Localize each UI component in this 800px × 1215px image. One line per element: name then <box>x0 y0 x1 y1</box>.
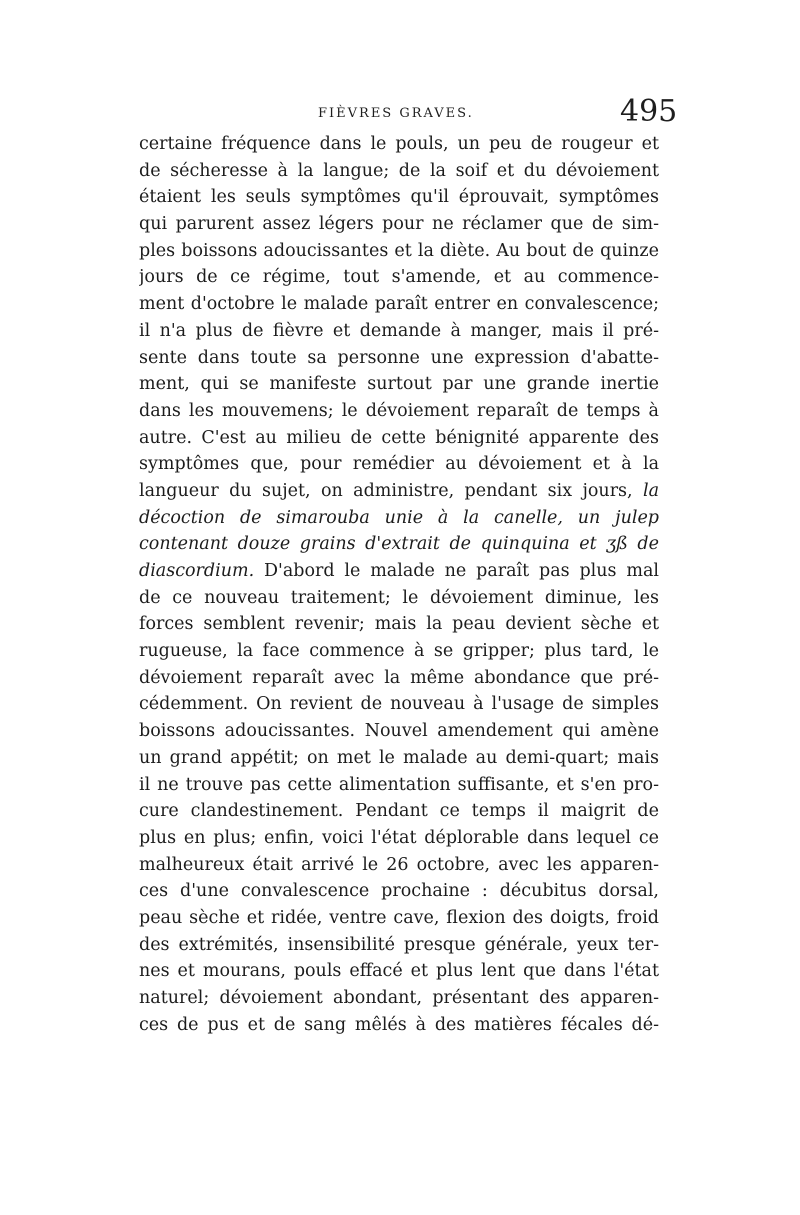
text-line <box>139 852 659 879</box>
text-line <box>139 638 659 665</box>
text-line <box>139 1012 659 1039</box>
text-segment: certaine fréquence dans le pouls, un peu de rougeur et <box>139 134 659 154</box>
text-segment: langueur du sujet, on administre, pendant six jours, <box>139 480 643 501</box>
italic-text-segment: décoction de simarouba unie à la canelle, un julep <box>139 507 659 528</box>
text-segment: de sécheresse à la langue; de la soif et du dévoiement <box>139 160 659 181</box>
running-head <box>0 94 800 132</box>
text-line <box>139 291 659 318</box>
text-segment: peau sèche et ridée, ventre cave, flexion des doigts, froid <box>139 907 659 928</box>
text-line <box>139 585 659 612</box>
text-segment: dévoiement reparaît avec la même abondance que pré- <box>139 667 659 688</box>
text-line <box>139 451 659 478</box>
text-segment: rugueuse, la face commence à se gripper; plus tard, le <box>139 641 659 662</box>
text-segment: ment, qui se manifeste surtout par une grande inertie <box>139 374 659 395</box>
text-segment: il n'a plus de fièvre et demande à manger, mais il pré- <box>139 320 659 341</box>
text-line <box>139 718 659 745</box>
text-segment: cure clandestinement. Pendant ce temps il maigrit de <box>139 801 659 822</box>
text-segment: plus en plus; enfin, voici l'état déplorable dans lequel ce <box>139 827 659 848</box>
text-line <box>139 745 659 772</box>
text-line <box>139 505 659 532</box>
text-line <box>139 211 659 238</box>
text-segment: naturel; dévoiement abondant, présentant des apparen- <box>139 988 659 1008</box>
text-line <box>139 798 659 825</box>
text-segment: ples boissons adoucissantes et la diète. Au bout de quinze <box>139 240 659 261</box>
text-segment: jours de ce régime, tout s'amende, et au commence- <box>139 267 659 288</box>
italic-text-segment: la <box>642 480 659 501</box>
running-title: FIÈVRES GRAVES. <box>318 106 474 121</box>
text-segment: forces semblent revenir; mais la peau devient sèche et <box>139 614 659 635</box>
text-line <box>139 691 659 718</box>
text-line <box>139 158 659 185</box>
body-text <box>139 131 659 1038</box>
text-line <box>139 318 659 345</box>
text-line <box>139 345 659 372</box>
text-segment: sente dans toute sa personne une expression d'abatte- <box>139 347 659 368</box>
text-segment: symptômes que, pour remédier au dévoiement et à la <box>139 454 659 475</box>
text-segment: ces d'une convalescence prochaine : décubitus dorsal, <box>139 881 659 902</box>
text-line <box>139 611 659 638</box>
text-segment: il ne trouve pas cette alimentation suffisante, et s'en pro- <box>139 774 659 795</box>
text-line <box>139 478 659 505</box>
text-segment: malheureux était arrivé le 26 octobre, avec les apparen- <box>139 854 659 875</box>
text-segment: des extrémités, insensibilité presque générale, yeux ter- <box>139 934 659 955</box>
text-segment: qui parurent assez légers pour ne réclamer que de sim- <box>139 214 659 235</box>
text-line <box>139 878 659 905</box>
text-segment: nes et mourans, pouls effacé et plus lent que dans l'état <box>139 961 659 982</box>
italic-text-segment: contenant douze grains d'extrait de quinquina et ʒß de <box>139 534 659 555</box>
text-segment: dans les mouvemens; le dévoiement reparaît de temps à <box>139 400 659 421</box>
text-line <box>139 398 659 425</box>
text-line <box>139 531 659 558</box>
text-line <box>139 772 659 799</box>
text-line <box>139 238 659 265</box>
text-line <box>139 958 659 985</box>
italic-text-segment: diascordium. <box>139 561 255 581</box>
text-line <box>139 425 659 452</box>
text-segment: ces de pus et de sang mêlés à des matières fécales dé- <box>139 1014 659 1035</box>
text-segment: boissons adoucissantes. Nouvel amendement qui amène <box>139 721 659 742</box>
text-segment: ment d'octobre le malade paraît entrer en convalescence; <box>139 294 659 315</box>
text-segment: autre. C'est au milieu de cette bénignité apparente des <box>139 427 659 448</box>
text-line <box>139 825 659 852</box>
text-line <box>139 371 659 398</box>
page-number: 495 <box>620 94 678 129</box>
text-segment: cédemment. On revient de nouveau à l'usage de simples <box>139 694 659 715</box>
text-line <box>139 905 659 932</box>
text-line <box>139 184 659 211</box>
text-line <box>139 932 659 959</box>
text-segment: un grand appétit; on met le malade au demi-quart; mais <box>139 747 659 768</box>
text-line <box>139 665 659 692</box>
text-line <box>139 985 659 1012</box>
text-line <box>139 558 659 585</box>
text-segment: de ce nouveau traitement; le dévoiement diminue, les <box>139 587 659 608</box>
text-segment: D'abord le malade ne paraît pas plus mal <box>254 561 659 581</box>
text-segment: étaient les seuls symptômes qu'il éprouvait, symptômes <box>139 187 659 208</box>
text-line <box>139 131 659 158</box>
text-line <box>139 264 659 291</box>
